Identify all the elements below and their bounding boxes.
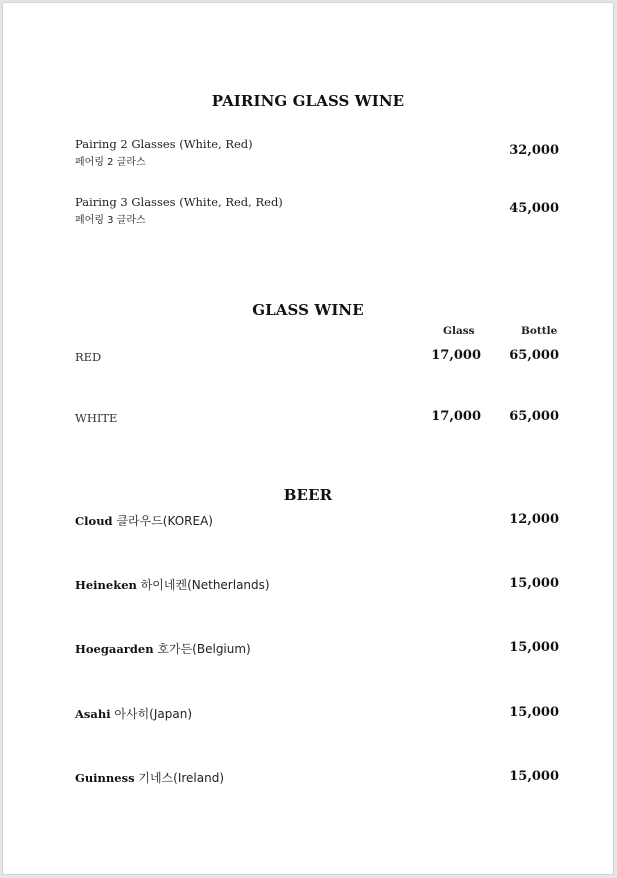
- beer-brand: Heineken: [75, 578, 137, 592]
- beer-item: [75, 512, 213, 529]
- glass-column-header: Glass: [443, 325, 475, 337]
- wine-bottle-price: 65,000: [509, 409, 559, 424]
- beer-brand: Cloud: [75, 514, 113, 528]
- beer-section-title: BEER: [283, 486, 333, 504]
- wine-glass-price: 17,000: [431, 409, 481, 424]
- bottle-column-header: Bottle: [521, 325, 558, 337]
- beer-local-name: 하이네켄(Netherlands): [140, 578, 270, 592]
- beer-item: [75, 769, 224, 786]
- pairing-item-subtitle: 페어링 2 글라스: [75, 157, 146, 168]
- beer-brand: Guinness: [75, 771, 135, 785]
- beer-brand: Hoegaarden: [75, 642, 154, 656]
- glass-wine-section-title: GLASS WINE: [252, 301, 364, 319]
- pairing-item-subtitle: 페어링 3 글라스: [75, 215, 146, 226]
- beer-local-name: 클라우드(KOREA): [116, 514, 213, 528]
- beer-local-name: 호가든(Belgium): [157, 642, 251, 656]
- beer-price: 15,000: [509, 769, 559, 784]
- beer-item: [75, 640, 251, 657]
- pairing-section-title: PAIRING GLASS WINE: [211, 92, 405, 110]
- beer-price: 15,000: [509, 705, 559, 720]
- pairing-item-price: 32,000: [509, 143, 559, 158]
- wine-glass-price: 17,000: [431, 348, 481, 363]
- beer-local-name: 기네스(Ireland): [138, 771, 225, 785]
- beer-price: 12,000: [509, 512, 559, 527]
- wine-item-name: RED: [75, 350, 102, 364]
- beer-local-name: 아사히(Japan): [114, 707, 193, 721]
- wine-bottle-price: 65,000: [509, 348, 559, 363]
- beer-item: [75, 705, 192, 722]
- beer-brand: Asahi: [75, 707, 111, 721]
- menu-page: [2, 2, 614, 875]
- wine-item-name: WHITE: [75, 411, 118, 425]
- beer-item: [75, 576, 270, 593]
- pairing-item-name: Pairing 3 Glasses (White, Red, Red): [75, 195, 283, 209]
- pairing-item-name: Pairing 2 Glasses (White, Red): [75, 137, 253, 151]
- beer-price: 15,000: [509, 576, 559, 591]
- beer-price: 15,000: [509, 640, 559, 655]
- pairing-item-price: 45,000: [509, 201, 559, 216]
